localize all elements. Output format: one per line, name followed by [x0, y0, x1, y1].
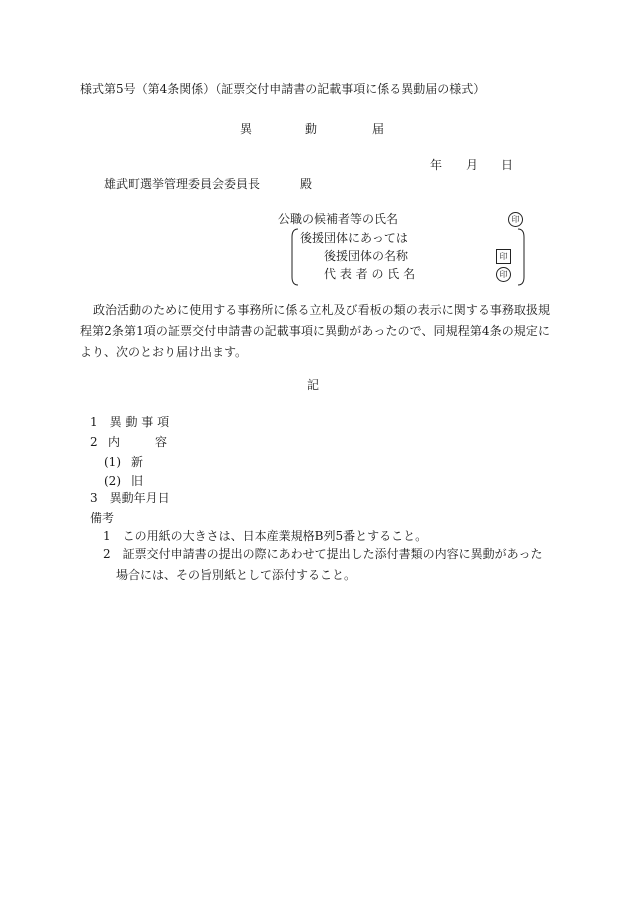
candidate-seal: 印	[508, 212, 523, 227]
support-group-intro: 後援団体にあっては	[300, 231, 408, 245]
date-day-label: 日	[501, 158, 514, 172]
note-2: 2 証票交付申請書の提出の際にあわせて提出した添付書類の内容に異動があった場合には、その旨別紙として添付すること。	[103, 547, 543, 582]
item-2-char-b: 容	[155, 435, 168, 449]
candidate-name-label: 公職の候補者等の氏名	[278, 212, 399, 226]
body-paragraph: 政治活動のために使用する事務所に係る立札及び看板の類の表示に関する事務取扱規程第2条第1項の証票交付申請書の記載事項に異動があったので、同規程第4条の規定により、次のとおり届け出ます。	[80, 303, 550, 359]
representative-seal: 印	[496, 267, 511, 282]
support-group-name-label: 後援団体の名称	[324, 249, 409, 263]
date-year-label: 年	[430, 158, 443, 172]
addressee-name: 雄武町選挙管理委員会委員長	[104, 177, 261, 191]
sub-item-2-text: 旧	[131, 474, 144, 488]
document-title-char-2: 動	[305, 122, 318, 136]
representative-name-label: 代 表 者 の 氏 名	[324, 267, 416, 281]
note-1: 1 この用紙の大きさは、日本産業規格B列5番とすること。	[103, 529, 428, 543]
item-3: 3 異動年月日	[90, 491, 170, 505]
form-title: 様式第5号（第4条関係）（証票交付申請書の記載事項に係る異動届の様式）	[80, 82, 486, 96]
document-title-char-1: 異	[240, 122, 253, 136]
item-1: 1 異 動 事 項	[90, 415, 170, 429]
document-title-char-3: 届	[372, 122, 385, 136]
support-group-seal: 印	[496, 249, 511, 264]
item-2-char-a: 内	[108, 435, 121, 449]
ki-heading: 記	[307, 378, 320, 392]
left-bracket	[290, 227, 300, 287]
right-bracket	[516, 227, 526, 287]
sub-item-1-text: 新	[131, 455, 144, 469]
date-month-label: 月	[466, 158, 479, 172]
sub-item-1-number: (1)	[104, 455, 121, 469]
sub-item-2-number: (2)	[104, 474, 121, 488]
item-2-number: 2	[90, 435, 98, 449]
notes-heading: 備考	[90, 511, 115, 525]
addressee-honorific: 殿	[300, 177, 313, 191]
